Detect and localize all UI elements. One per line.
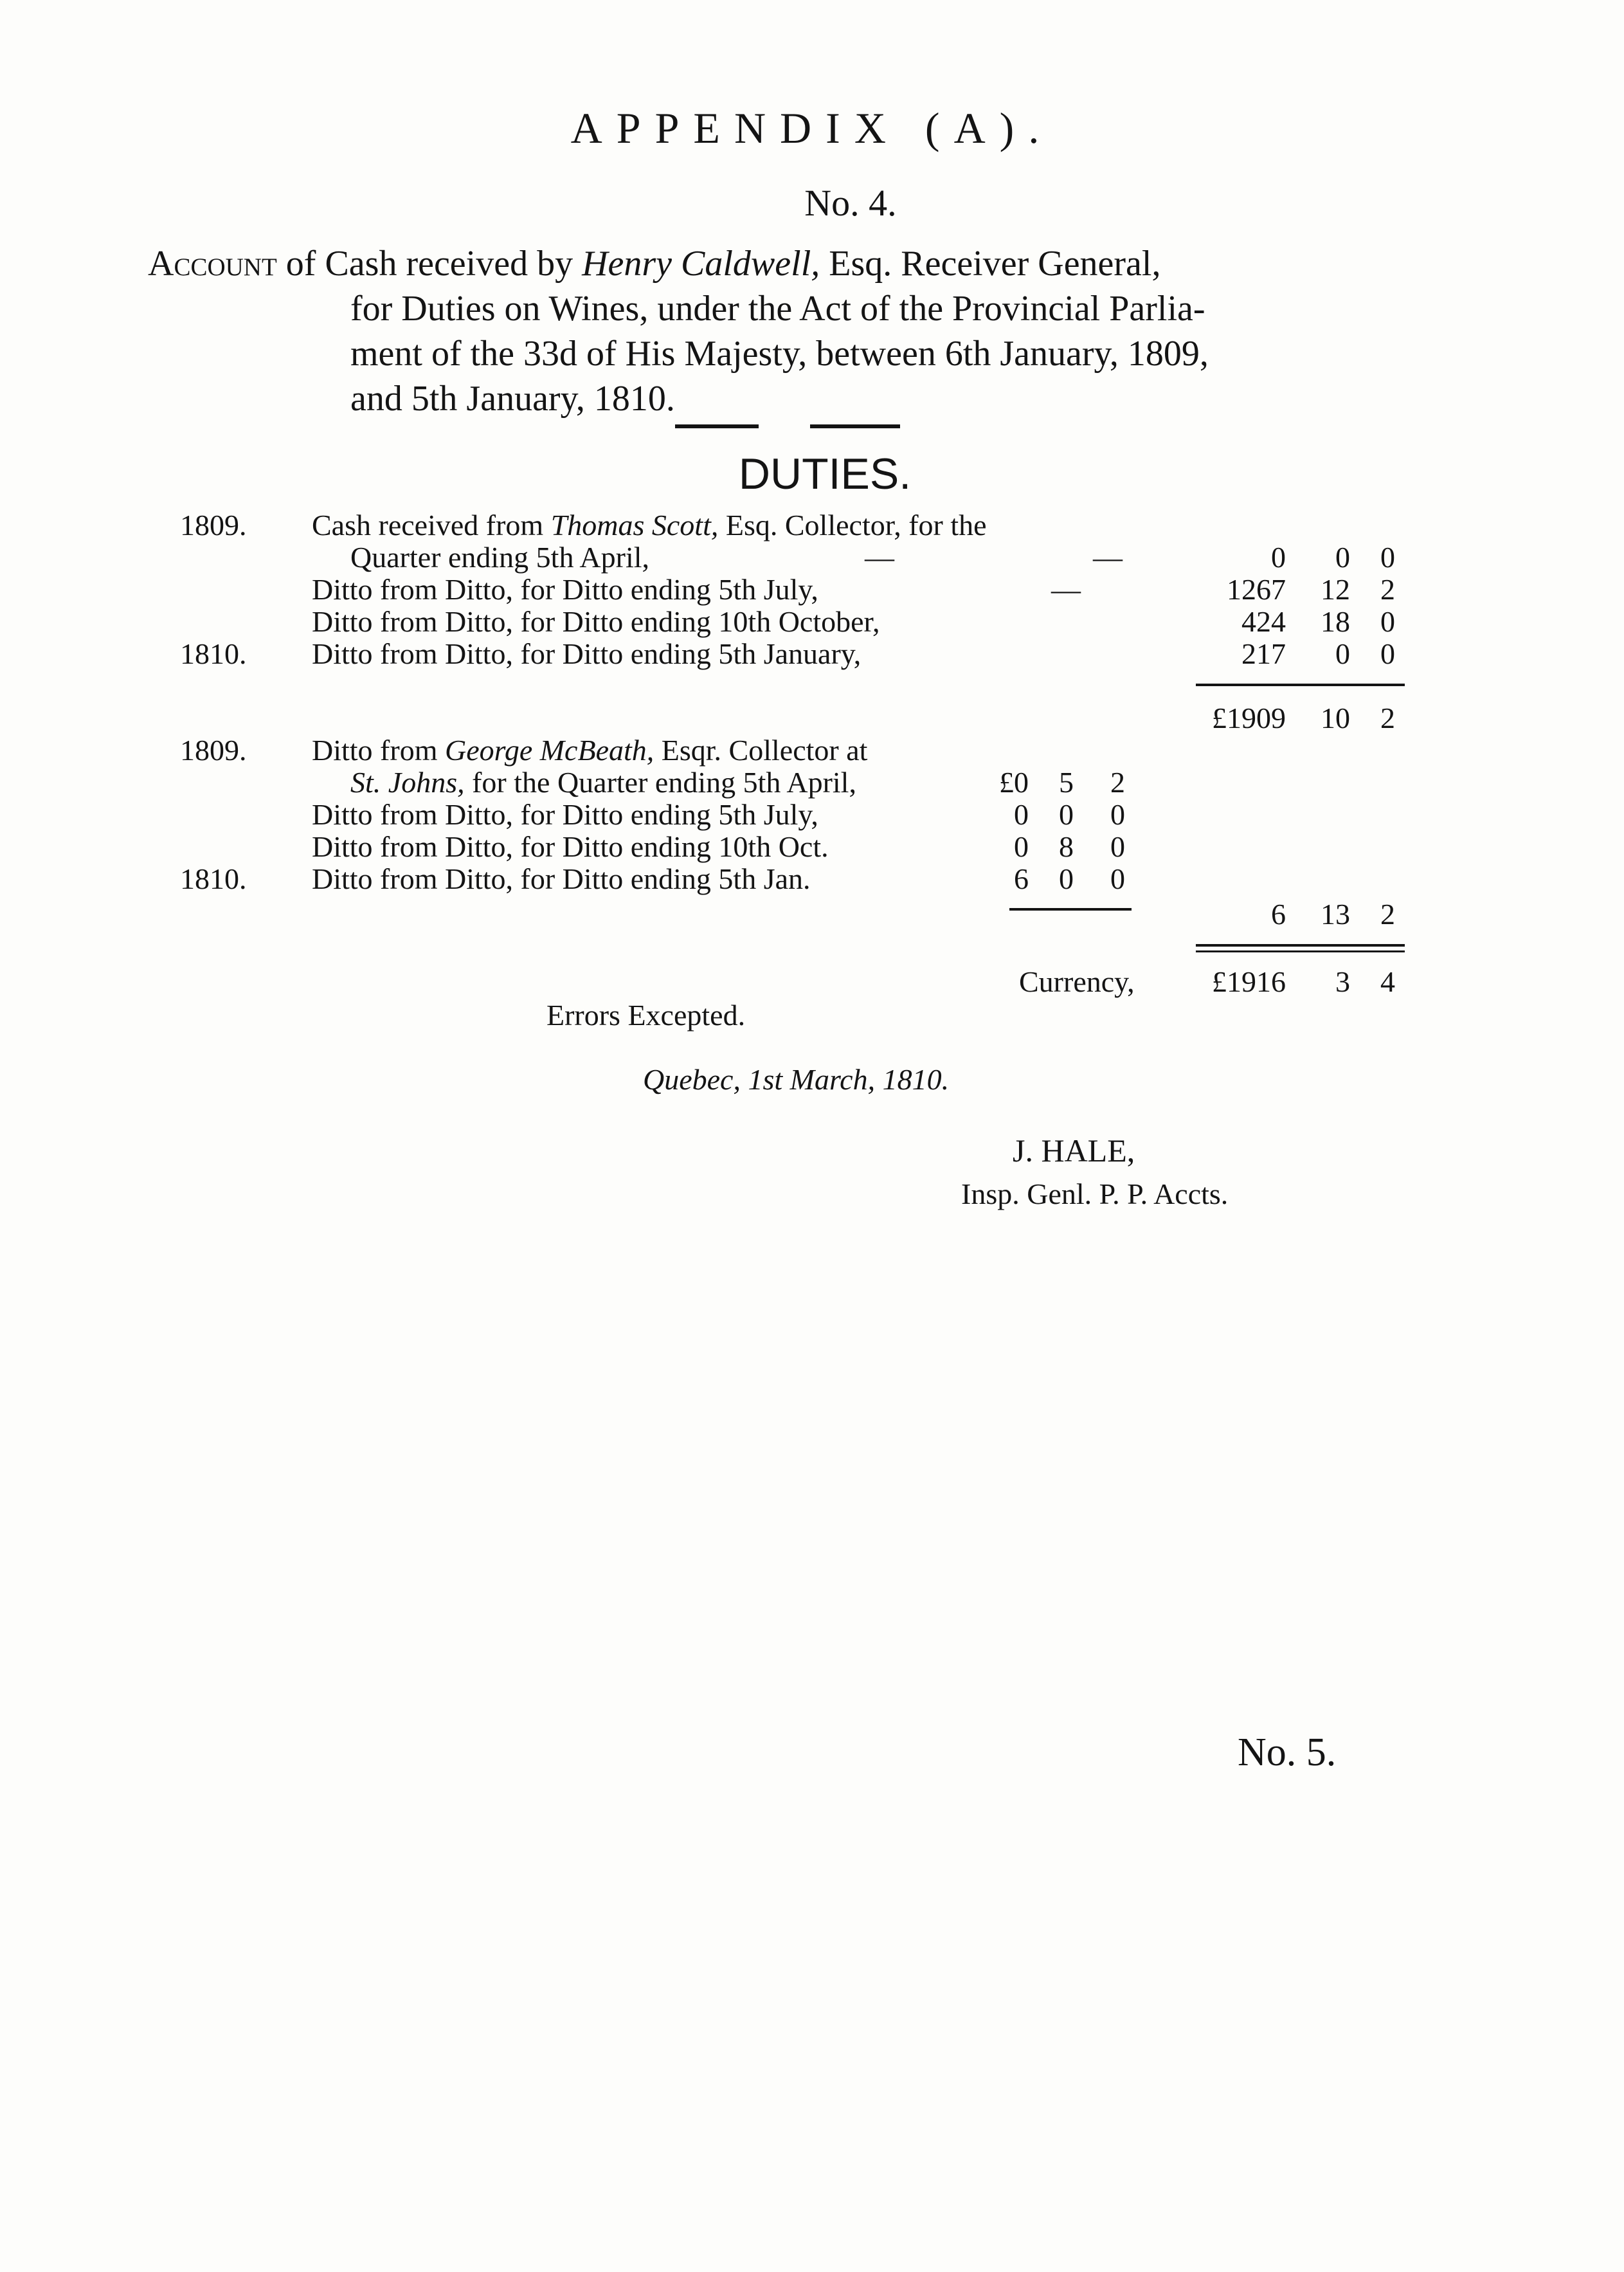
place-name: St. Johns, xyxy=(350,766,465,799)
year-label: 1809. xyxy=(180,734,247,767)
entry-pre: Ditto from xyxy=(312,734,445,767)
amount-shillings: 18 xyxy=(1321,605,1350,638)
entry-text: Quarter ending 5th April, xyxy=(350,541,650,574)
amount-pounds: 217 xyxy=(1241,637,1286,670)
entry-pre: Cash received from xyxy=(312,509,551,541)
subtotal-pence: 2 xyxy=(1380,898,1395,931)
total-pounds: £1916 xyxy=(1212,965,1286,998)
amount-pence: 0 xyxy=(1110,830,1125,863)
errors-excepted: Errors Excepted. xyxy=(546,999,746,1031)
entry-text xyxy=(350,765,856,799)
total-shillings: 3 xyxy=(1335,965,1350,998)
account-lead: Account xyxy=(148,244,277,284)
entry-text xyxy=(312,733,867,767)
dateline: Quebec, 1st March, 1810. xyxy=(643,1063,950,1096)
total-rule xyxy=(1196,944,1405,947)
signature-name: J. HALE, xyxy=(1013,1132,1135,1168)
subtotal-pounds: £1909 xyxy=(1212,702,1286,734)
amount-shillings: 12 xyxy=(1321,573,1350,606)
amount-pence: 0 xyxy=(1380,541,1395,574)
collector-name: George McBeath, xyxy=(444,734,654,767)
year-label: 1809. xyxy=(180,509,247,541)
subtotal-pence: 2 xyxy=(1380,702,1395,734)
account-holder-name: Henry Caldwell, xyxy=(582,244,820,284)
subtotal-shillings: 10 xyxy=(1321,702,1350,734)
amount-pounds: 0 xyxy=(1271,541,1286,574)
amount-pounds: 0 xyxy=(1014,798,1029,831)
entry-text: Ditto from Ditto, for Ditto ending 10th October, xyxy=(312,605,880,638)
entry-text xyxy=(312,508,987,542)
section-title: DUTIES. xyxy=(738,450,912,498)
amount-pence: 0 xyxy=(1380,605,1395,638)
subtotal-pounds: 6 xyxy=(1271,898,1286,931)
next-page-catchword: No. 5. xyxy=(1238,1731,1337,1774)
account-line1-pre: of Cash received by xyxy=(276,244,582,284)
amount-pence: 2 xyxy=(1110,766,1125,799)
subtotal-shillings: 13 xyxy=(1321,898,1350,931)
header-rule-left xyxy=(675,424,759,428)
document-number: No. 4. xyxy=(804,182,897,224)
collector-name: Thomas Scott, xyxy=(550,509,719,541)
entry-dash: — xyxy=(1093,541,1123,574)
header-rule-right xyxy=(810,424,900,428)
mcbeath-rule xyxy=(1009,908,1132,911)
appendix-title: APPENDIX (A). xyxy=(570,104,1054,152)
amount-pounds: £0 xyxy=(999,766,1029,799)
amount-pence: 0 xyxy=(1110,862,1125,895)
total-rule-second xyxy=(1196,950,1405,952)
account-line-2: for Duties on Wines, under the Act of the Provincial Parlia- xyxy=(350,289,1205,329)
amount-pence: 0 xyxy=(1110,798,1125,831)
amount-pence: 0 xyxy=(1380,637,1395,670)
account-line-3: ment of the 33d of His Majesty, between 6th January, 1809, xyxy=(350,334,1209,374)
entry-post: for the Quarter ending 5th April, xyxy=(464,766,856,799)
entry-post: Esqr. Collector at xyxy=(654,734,868,767)
amount-shillings: 5 xyxy=(1059,766,1074,799)
entry-dash: — xyxy=(1051,573,1081,606)
entry-text: Ditto from Ditto, for Ditto ending 5th January, xyxy=(312,637,862,670)
account-line1-post: Esq. Receiver General, xyxy=(820,244,1161,284)
signature-title: Insp. Genl. P. P. Accts. xyxy=(961,1177,1229,1210)
account-line-1 xyxy=(148,239,1160,288)
entry-post: Esq. Collector, for the xyxy=(718,509,987,541)
amount-shillings: 8 xyxy=(1059,830,1074,863)
account-line-4: and 5th January, 1810. xyxy=(350,379,675,419)
entry-text: Ditto from Ditto, for Ditto ending 5th Jan. xyxy=(312,862,811,895)
total-pence: 4 xyxy=(1380,965,1395,998)
year-label: 1810. xyxy=(180,637,247,670)
amount-pounds: 1267 xyxy=(1227,573,1286,606)
entry-text: Ditto from Ditto, for Ditto ending 10th Oct. xyxy=(312,830,829,863)
entry-dash: — xyxy=(865,541,894,574)
amount-pounds: 0 xyxy=(1014,830,1029,863)
amount-pence: 2 xyxy=(1380,573,1395,606)
subtotal-rule xyxy=(1196,684,1405,686)
amount-shillings: 0 xyxy=(1059,798,1074,831)
entry-text: Ditto from Ditto, for Ditto ending 5th July, xyxy=(312,573,818,606)
amount-pounds: 424 xyxy=(1241,605,1286,638)
amount-pounds: 6 xyxy=(1014,862,1029,895)
amount-shillings: 0 xyxy=(1335,637,1350,670)
total-label: Currency, xyxy=(1019,965,1135,998)
year-label: 1810. xyxy=(180,862,247,895)
amount-shillings: 0 xyxy=(1335,541,1350,574)
amount-shillings: 0 xyxy=(1059,862,1074,895)
entry-text: Ditto from Ditto, for Ditto ending 5th July, xyxy=(312,798,818,831)
